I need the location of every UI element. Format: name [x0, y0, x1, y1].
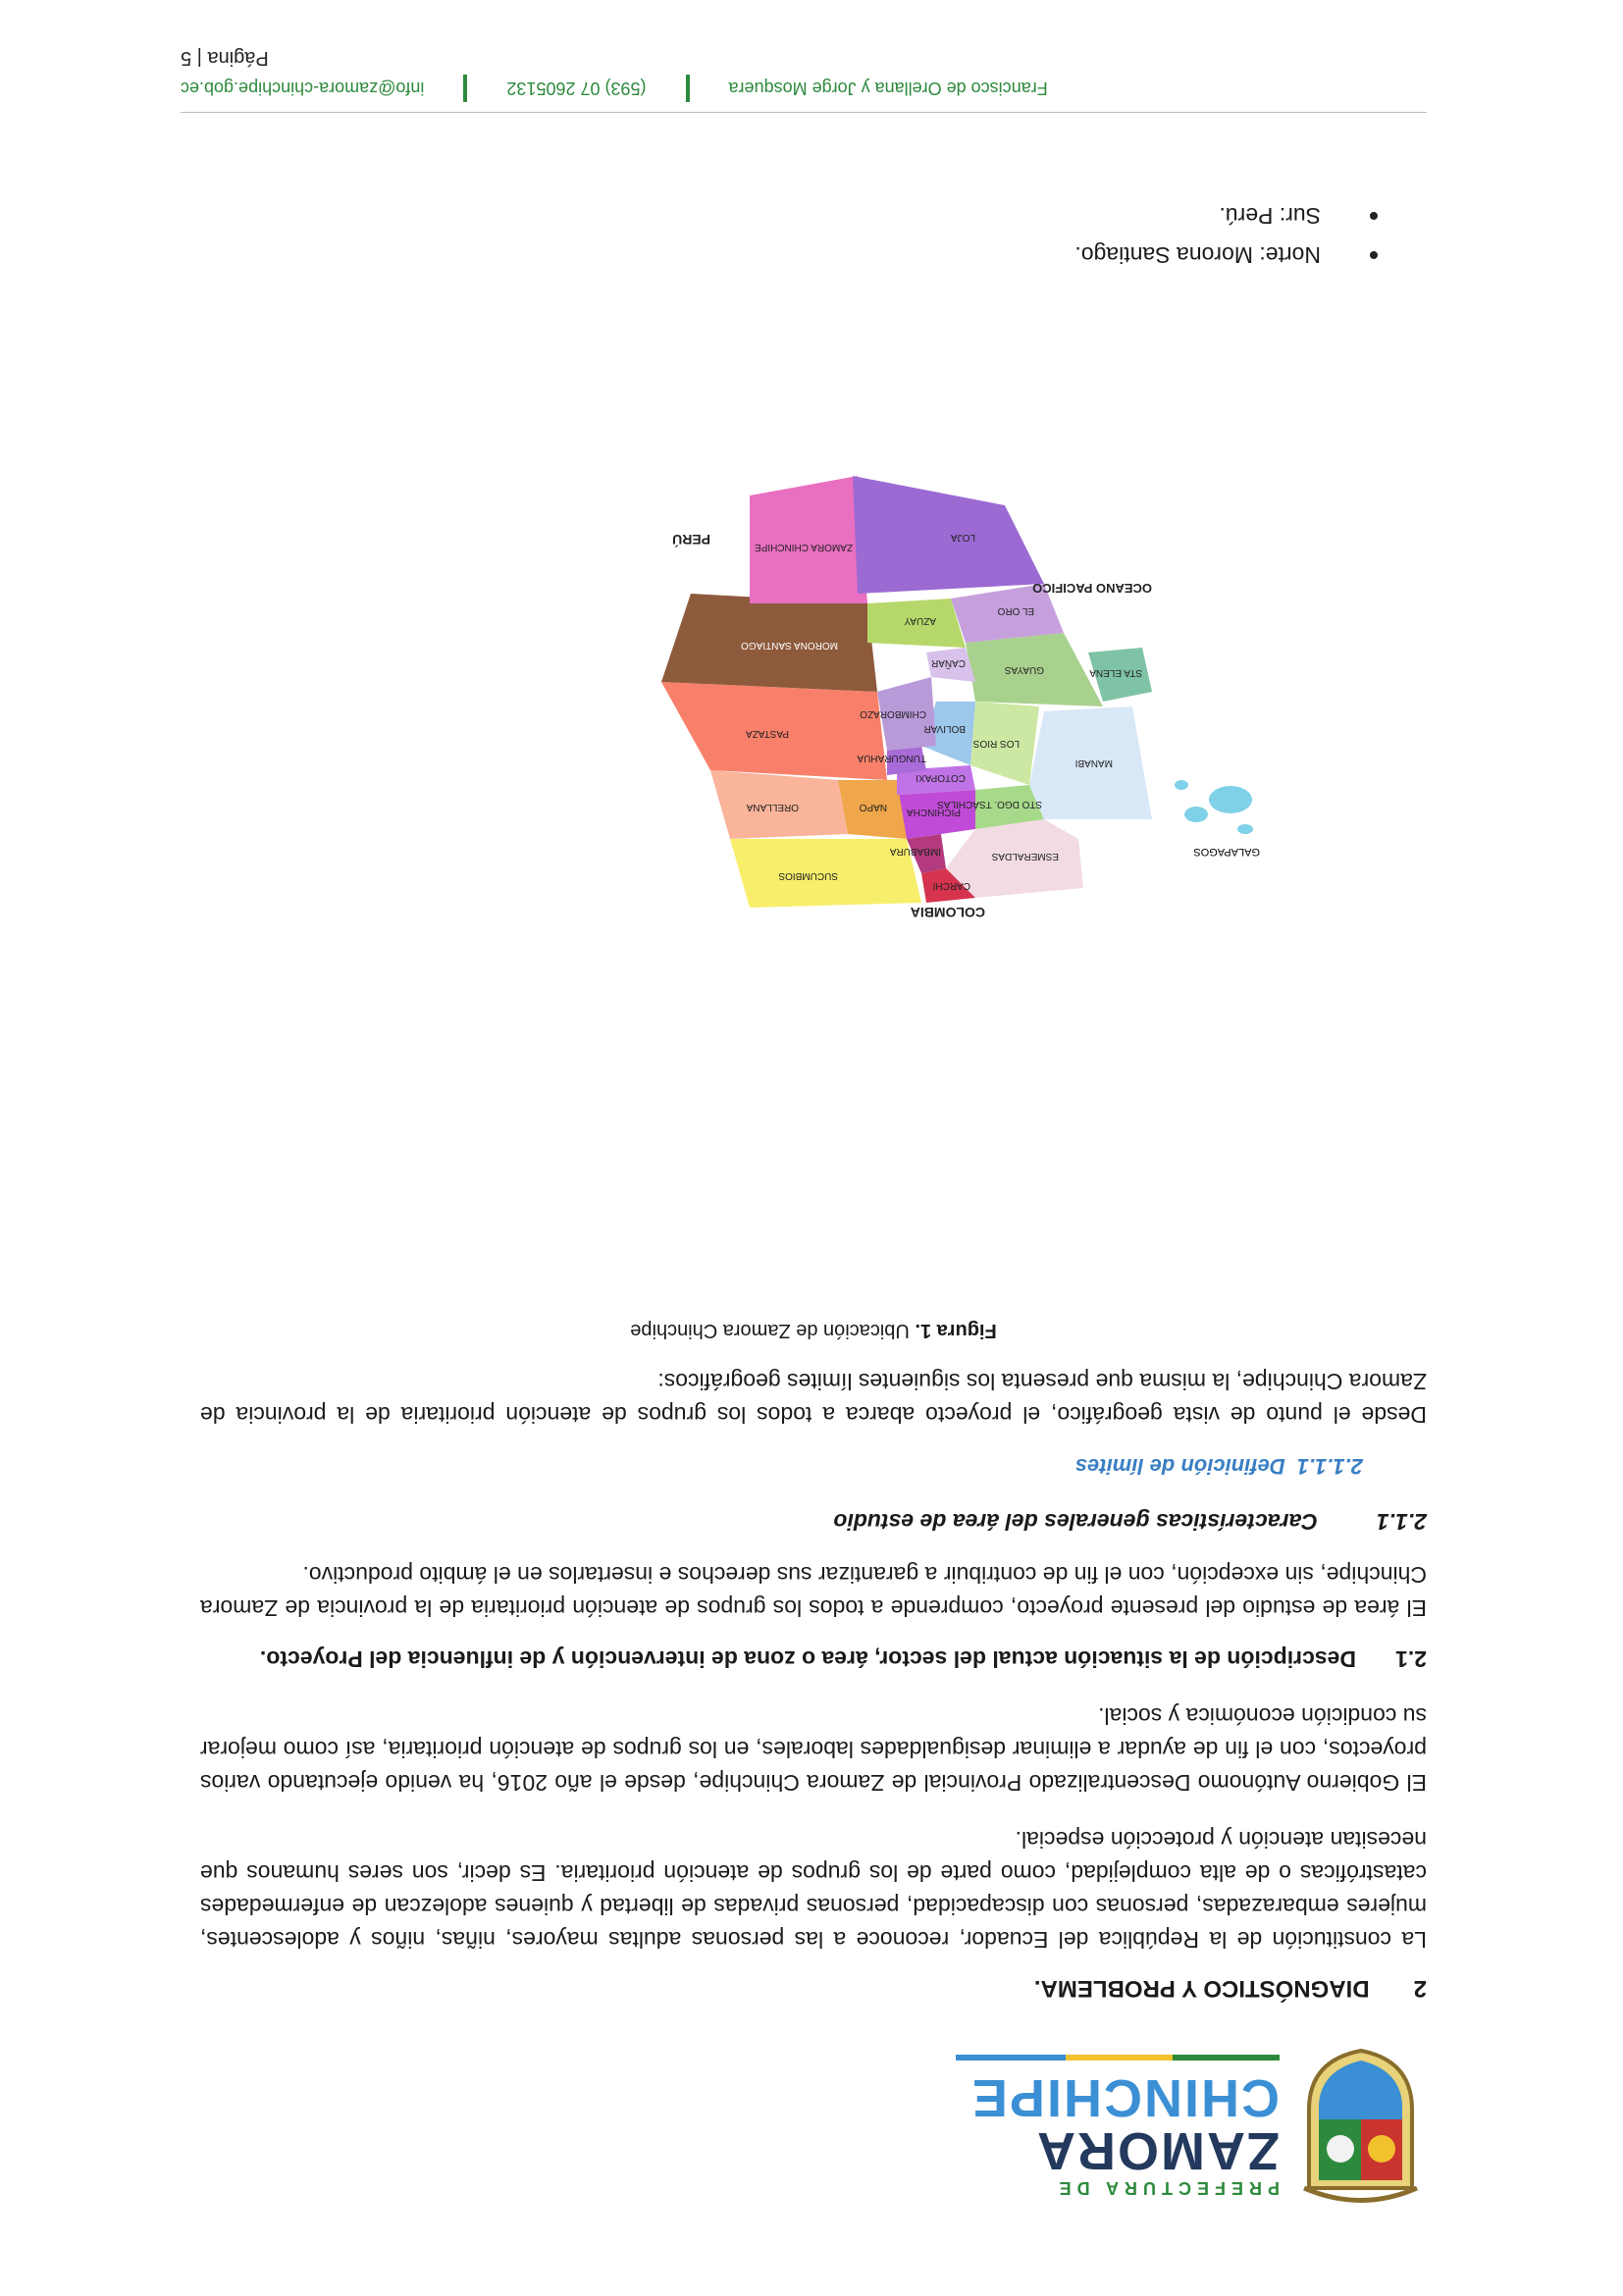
footer-address: Francisco de Orellana y Jorge Mosquera [728, 78, 1048, 99]
section-number: 2.1.1 [1376, 1509, 1427, 1535]
section-title: Características generales del área de estudio [833, 1509, 1318, 1535]
section-2-heading [200, 1974, 1427, 2002]
ecuador-map [514, 378, 1299, 927]
page-footer [181, 46, 1427, 113]
map-label-tungurahua: TUNGURAHUA [857, 753, 926, 763]
map-label-orellana: ORELLANA [746, 802, 799, 812]
province-loja [853, 476, 1044, 594]
map-label-guayas: GUAYAS [1004, 664, 1044, 675]
map-label-loja: LOJA [950, 532, 975, 543]
galapagos-islands [1175, 780, 1260, 858]
map-label-morona: MORONA SANTIAGO [741, 640, 838, 651]
brand-prefix: PREFECTURA DE [1053, 2178, 1280, 2198]
figure-caption [200, 1319, 1427, 1341]
map-label-galapagos: GALAPAGOS [1193, 846, 1260, 858]
section-number: 2.1 [1395, 1646, 1427, 1672]
map-label-chimborazo: CHIMBORAZO [860, 708, 926, 719]
brand-line-1: ZAMORA [1035, 2121, 1280, 2180]
section-2-1-heading [200, 1643, 1427, 1676]
map-label-canar: CAÑAR [930, 657, 966, 668]
brand-color-bar [956, 2055, 1280, 2061]
map-label-peru: PERÚ [672, 532, 710, 548]
list-item: Norte: Morona Santiago. [1074, 235, 1378, 275]
map-label-carchi: CARCHI [932, 880, 970, 891]
page-number: Página | 5 [181, 47, 269, 69]
section-number: 2 [1413, 1975, 1427, 2002]
prefectura-logo [877, 2041, 1427, 2208]
section-title: DIAGNÓSTICO Y PROBLEMA. [1033, 1975, 1370, 2002]
map-label-azuay: AZUAY [904, 615, 936, 626]
paragraph: El área de estudio del presente proyecto, comprende a todos los grupos de atención prioritaria de la provincia de Zamora Chinchipe, sin excepción, con el fin de contribuir a garantizar sus derechos e insertarlos en el ámbito productivo. [200, 1562, 1427, 1621]
bullet-icon [1370, 251, 1378, 259]
map-label-el-oro: EL ORO [997, 605, 1034, 616]
section-number: 2.1.1.1 [1296, 1454, 1363, 1479]
footer-phone: (593) 07 2605132 [506, 78, 647, 99]
figure-label: Figura 1. [915, 1320, 997, 1341]
map-label-sucumbios: SUCUMBIOS [778, 870, 838, 881]
map-label-bolivar: BOLIVAR [923, 723, 966, 734]
brand-line-2: CHINCHIPE [969, 2068, 1280, 2127]
paragraph: Desde el punto de vista geográfico, el proyecto abarca a todos los grupos de atención prioritaria de la provincia de Zamora Chinchipe, la misma que presenta los siguientes límites geográficos: [200, 1369, 1427, 1428]
map-label-imbabura: IMBABURA [889, 846, 941, 857]
map-label-cotopaxi: COTOPAXI [916, 772, 966, 783]
footer-separator [686, 75, 690, 102]
section-2-1-1-heading [200, 1508, 1427, 1535]
section-2-1-1-1-heading [200, 1453, 1363, 1479]
map-label-pichincha: PICHINCHA [906, 807, 961, 817]
limits-list [1074, 196, 1378, 275]
footer-email[interactable]: info@zamora-chinchipe.gob.ec [181, 78, 425, 99]
section-title: Definición de límites [1074, 1454, 1285, 1479]
province-zamora [750, 476, 867, 603]
map-label-colombia: COLOMBIA [910, 905, 985, 920]
map-label-ocean: OCEANO PACIFICO [1032, 581, 1152, 596]
map-label-napo: NAPO [859, 802, 887, 812]
map-label-esmeraldas: ESMERALDAS [991, 851, 1059, 861]
paragraph: La constitución de la República del Ecuador, reconoce a las personas adultas mayores, niñas, niños y adolescentes, mujeres embarazadas, personas con discapacidad, personas privadas de libertad y quienes adolezcan de enfermedades catastróficas o de alta complejidad, como parte de los grupos de atención prioritaria. Es decir, son seres humanos que necesitan atención y protección especial. [200, 1827, 1427, 1953]
coat-of-arms-icon [1294, 2046, 1427, 2208]
list-item: Sur: Perú. [1074, 196, 1378, 235]
footer-separator [463, 75, 467, 102]
map-label-zamora: ZAMORA CHINCHIPE [754, 542, 853, 552]
section-title: Descripción de la situación actual del sector, área o zona de intervención y de influencia del Proyecto. [259, 1646, 1357, 1672]
page-header [151, 2011, 1427, 2208]
ecuador-map-figure [514, 378, 1299, 927]
map-label-los-rios: LOS RIOS [972, 738, 1020, 749]
map-label-sta-elena: STA ELENA [1089, 667, 1142, 678]
figure-caption-text: Ubicación de Zamora Chinchipe [630, 1320, 910, 1341]
page-content [200, 1319, 1427, 2002]
map-label-manabi: MANABI [1074, 757, 1113, 768]
map-label-sto-dgo: STO DGO. TSÁCHILAS [937, 799, 1042, 809]
map-label-pastaza: PASTAZA [745, 728, 789, 739]
bullet-icon [1370, 212, 1378, 220]
paragraph: El Gobierno Autónomo Descentralizado Provincial de Zamora Chinchipe, desde el año 2016, ha venido ejecutando varios proyectos, con el fin de ayudar a eliminar desigualdades laborales, en los grupos de atención prioritaria, así como mejorar su condición económica y social. [200, 1703, 1427, 1796]
